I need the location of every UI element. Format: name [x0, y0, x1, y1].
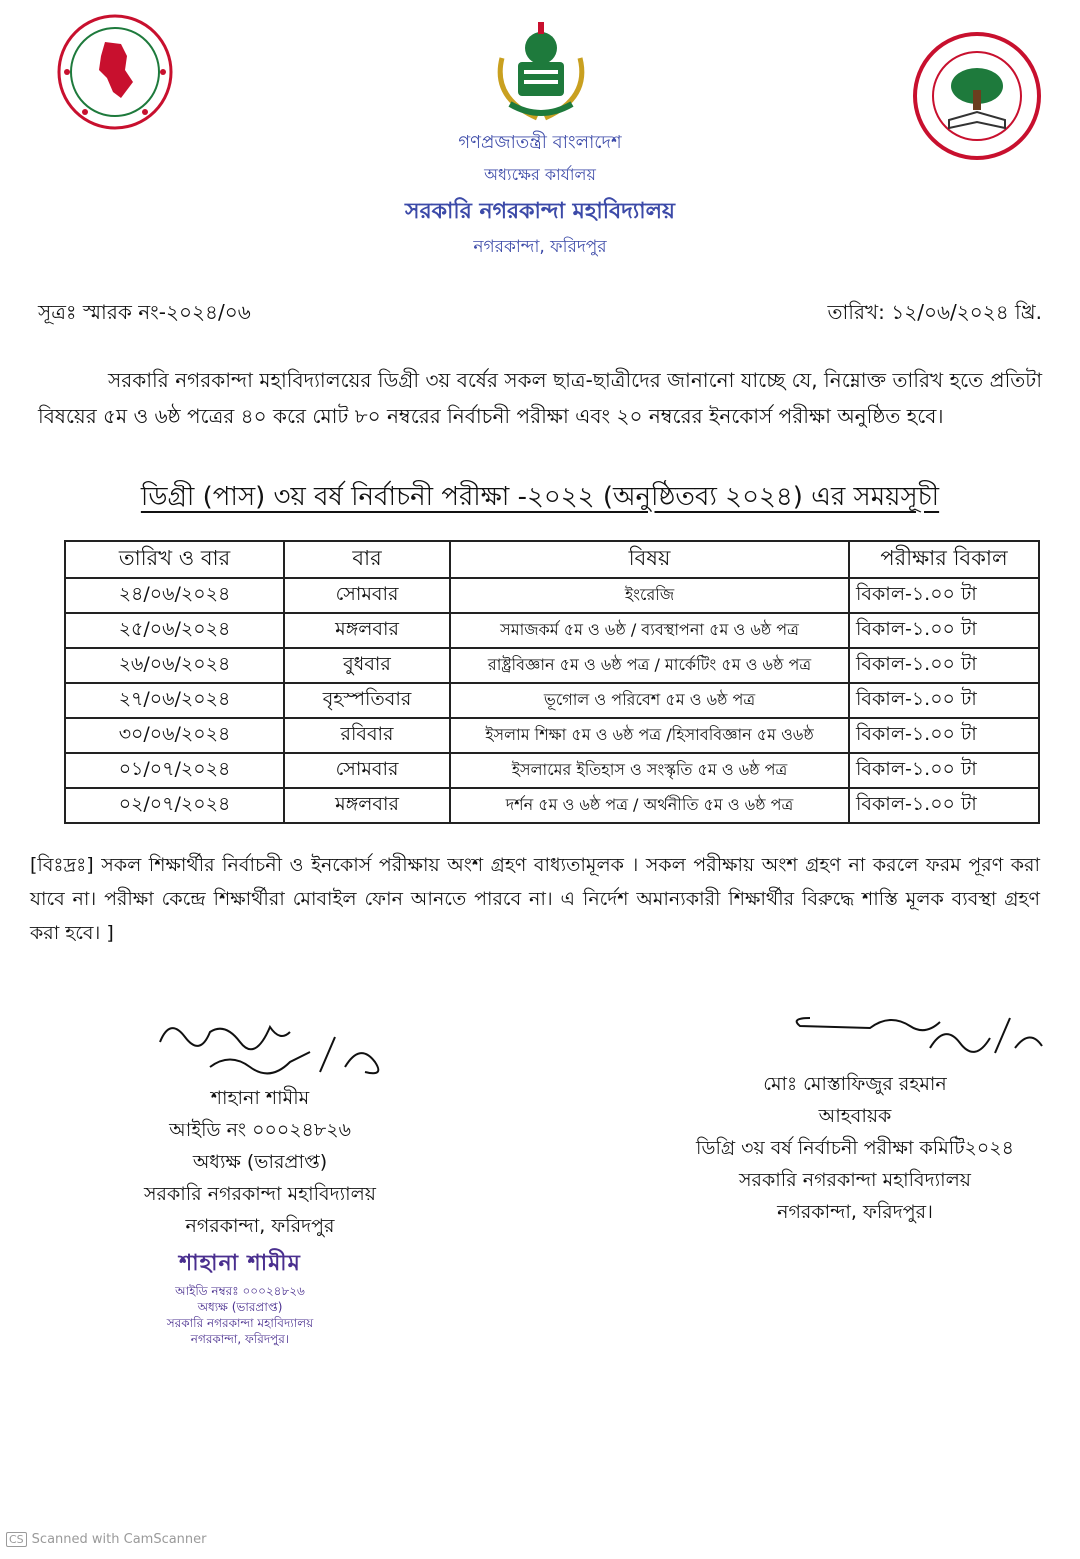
convener-role: আহবায়ক	[818, 1105, 892, 1127]
principal-signature-block	[110, 1082, 410, 1242]
header-day: বার	[284, 541, 450, 578]
table-row	[65, 613, 1039, 648]
row-time: বিকাল-১.০০ টা	[849, 683, 1039, 718]
row-subject: ইসলাম শিক্ষা ৫ম ও ৬ষ্ঠ পত্র /হিসাববিজ্ঞান ৫ম ও৬ষ্ঠ	[450, 718, 849, 753]
header-subject: বিষয়	[450, 541, 849, 578]
table-row	[65, 648, 1039, 683]
row-day: রবিবার	[284, 718, 450, 753]
table-row	[65, 683, 1039, 718]
header-date: তারিখ ও বার	[65, 541, 284, 578]
principal-id: আইডি নং ০০০২৪৮২৬	[169, 1119, 351, 1141]
row-day: সোমবার	[284, 578, 450, 613]
row-time: বিকাল-১.০০ টা	[849, 648, 1039, 683]
table-row	[65, 788, 1039, 823]
row-day: সোমবার	[284, 753, 450, 788]
row-subject: ইংরেজি	[450, 578, 849, 613]
college-location: নগরকান্দা, ফরিদপুর	[473, 237, 607, 257]
stamp-designation: অধ্যক্ষ (ভারপ্রাপ্ত)	[197, 1300, 283, 1314]
stamp-location: নগরকান্দা, ফরিদপুর।	[190, 1332, 290, 1346]
principal-stamp	[130, 1246, 350, 1347]
schedule-title: ডিগ্রী (পাস) ৩য় বর্ষ নির্বাচনী পরীক্ষা -২০২২ (অনুষ্ঠিতব্য ২০২৪) এর সময়সূচী	[140, 482, 940, 512]
row-subject: দর্শন ৫ম ও ৬ষ্ঠ পত্র / অর্থনীতি ৫ম ও ৬ষ্ঠ পত্র	[450, 788, 849, 823]
row-day: মঙ্গলবার	[284, 788, 450, 823]
table-row	[65, 753, 1039, 788]
country-heading: গণপ্রজাতন্ত্রী বাংলাদেশ	[458, 132, 622, 153]
convener-college: সরকারি নগরকান্দা মহাবিদ্যালয়	[739, 1169, 971, 1191]
notice-footnote: [বিঃদ্রঃ] সকল শিক্ষার্থীর নির্বাচনী ও ইনকোর্স পরীক্ষায় অংশ গ্রহণ বাধ্যতামূলক । সকল পরীক্ষায় অংশ গ্রহণ না করলে ফরম পূরণ করা যাবে না। পরীক্ষা কেন্দ্রে শিক্ষার্থীরা মোবাইল ফোন আনতে পারবে না। এ নির্দেশ অমান্যকারী শিক্ষার্থীর বিরুদ্ধে শাস্তি মূলক ব্যবস্থা গ্রহণ করা হবে। ]	[30, 854, 1040, 944]
principal-name: শাহানা শামীম	[210, 1087, 310, 1109]
convener-signature	[780, 998, 1050, 1070]
row-time: বিকাল-১.০০ টা	[849, 788, 1039, 823]
convener-name: মোঃ মোস্তাফিজুর রহমান	[763, 1073, 947, 1095]
stamp-name: শাহানা শামীম	[179, 1251, 301, 1276]
table-header-row	[65, 541, 1039, 578]
scanner-text: Scanned with CamScanner	[31, 1532, 207, 1547]
stamp-college: সরকারি নগরকান্দা মহাবিদ্যালয়	[166, 1316, 314, 1330]
convener-signature-block	[640, 1068, 1070, 1228]
header-time: পরীক্ষার বিকাল	[849, 541, 1039, 578]
row-date: ২৬/০৬/২০২৪	[65, 648, 284, 683]
convener-committee: ডিগ্রি ৩য় বর্ষ নির্বাচনী পরীক্ষা কমিটি২০২৪	[696, 1137, 1014, 1159]
row-time: বিকাল-১.০০ টা	[849, 718, 1039, 753]
row-time: বিকাল-১.০০ টা	[849, 753, 1039, 788]
principal-signature	[150, 1012, 400, 1082]
row-subject: সমাজকর্ম ৫ম ও ৬ষ্ঠ / ব্যবস্থাপনা ৫ম ও ৬ষ্ঠ পত্র	[450, 613, 849, 648]
memo-date: তারিখ: ১২/০৬/২০২৪ খ্রি.	[827, 300, 1042, 324]
row-date: ২৭/০৬/২০২৪	[65, 683, 284, 718]
row-time: বিকাল-১.০০ টা	[849, 613, 1039, 648]
row-date: ৩০/০৬/২০২৪	[65, 718, 284, 753]
government-seal-icon	[55, 12, 175, 132]
row-date: ০২/০৭/২০২৪	[65, 788, 284, 823]
principal-college: সরকারি নগরকান্দা মহাবিদ্যালয়	[144, 1183, 376, 1205]
principal-location: নগরকান্দা, ফরিদপুর	[185, 1215, 335, 1237]
row-date: ২৫/০৬/২০২৪	[65, 613, 284, 648]
row-day: মঙ্গলবার	[284, 613, 450, 648]
row-date: ২৪/০৬/২০২৪	[65, 578, 284, 613]
college-emblem-icon	[482, 18, 600, 128]
office-heading: অধ্যক্ষের কার্যালয়	[484, 165, 596, 184]
intro-paragraph: সরকারি নগরকান্দা মহাবিদ্যালয়ের ডিগ্রী ৩য় বর্ষের সকল ছাত্র-ছাত্রীদের জানানো যাচ্ছে যে, নিম্নোক্ত তারিখ হতে প্রতিটা বিষয়ের ৫ম ও ৬ষ্ঠ পত্রের ৪০ করে মোট ৮০ নম্বরের নির্বাচনী পরীক্ষা এবং ২০ নম্বরের ইনকোর্স পরীক্ষা অনুষ্ঠিত হবে।	[38, 368, 1042, 428]
row-day: বুধবার	[284, 648, 450, 683]
scanner-watermark	[6, 1532, 207, 1547]
camscanner-icon: CS	[6, 1532, 27, 1547]
row-subject: ইসলামের ইতিহাস ও সংস্কৃতি ৫ম ও ৬ষ্ঠ পত্র	[450, 753, 849, 788]
convener-location: নগরকান্দা, ফরিদপুর।	[777, 1201, 933, 1223]
table-row	[65, 578, 1039, 613]
row-time: বিকাল-১.০০ টা	[849, 578, 1039, 613]
row-subject: রাষ্ট্রবিজ্ঞান ৫ম ও ৬ষ্ঠ পত্র / মার্কেটিং ৫ম ও ৬ষ্ঠ পত্র	[450, 648, 849, 683]
college-name-heading: সরকারি নগরকান্দা মহাবিদ্যালয়	[405, 199, 675, 224]
schedule-table	[64, 540, 1040, 824]
row-date: ০১/০৭/২০২৪	[65, 753, 284, 788]
row-subject: ভূগোল ও পরিবেশ ৫ম ও ৬ষ্ঠ পত্র	[450, 683, 849, 718]
table-row	[65, 718, 1039, 753]
stamp-id: আইডি নম্বরঃ ০০০২৪৮২৬	[175, 1284, 305, 1298]
row-day: বৃহস্পতিবার	[284, 683, 450, 718]
memo-reference: সূত্রঃ স্মারক নং-২০২৪/০৬	[38, 300, 251, 324]
principal-designation: অধ্যক্ষ (ভারপ্রাপ্ত)	[192, 1151, 328, 1173]
